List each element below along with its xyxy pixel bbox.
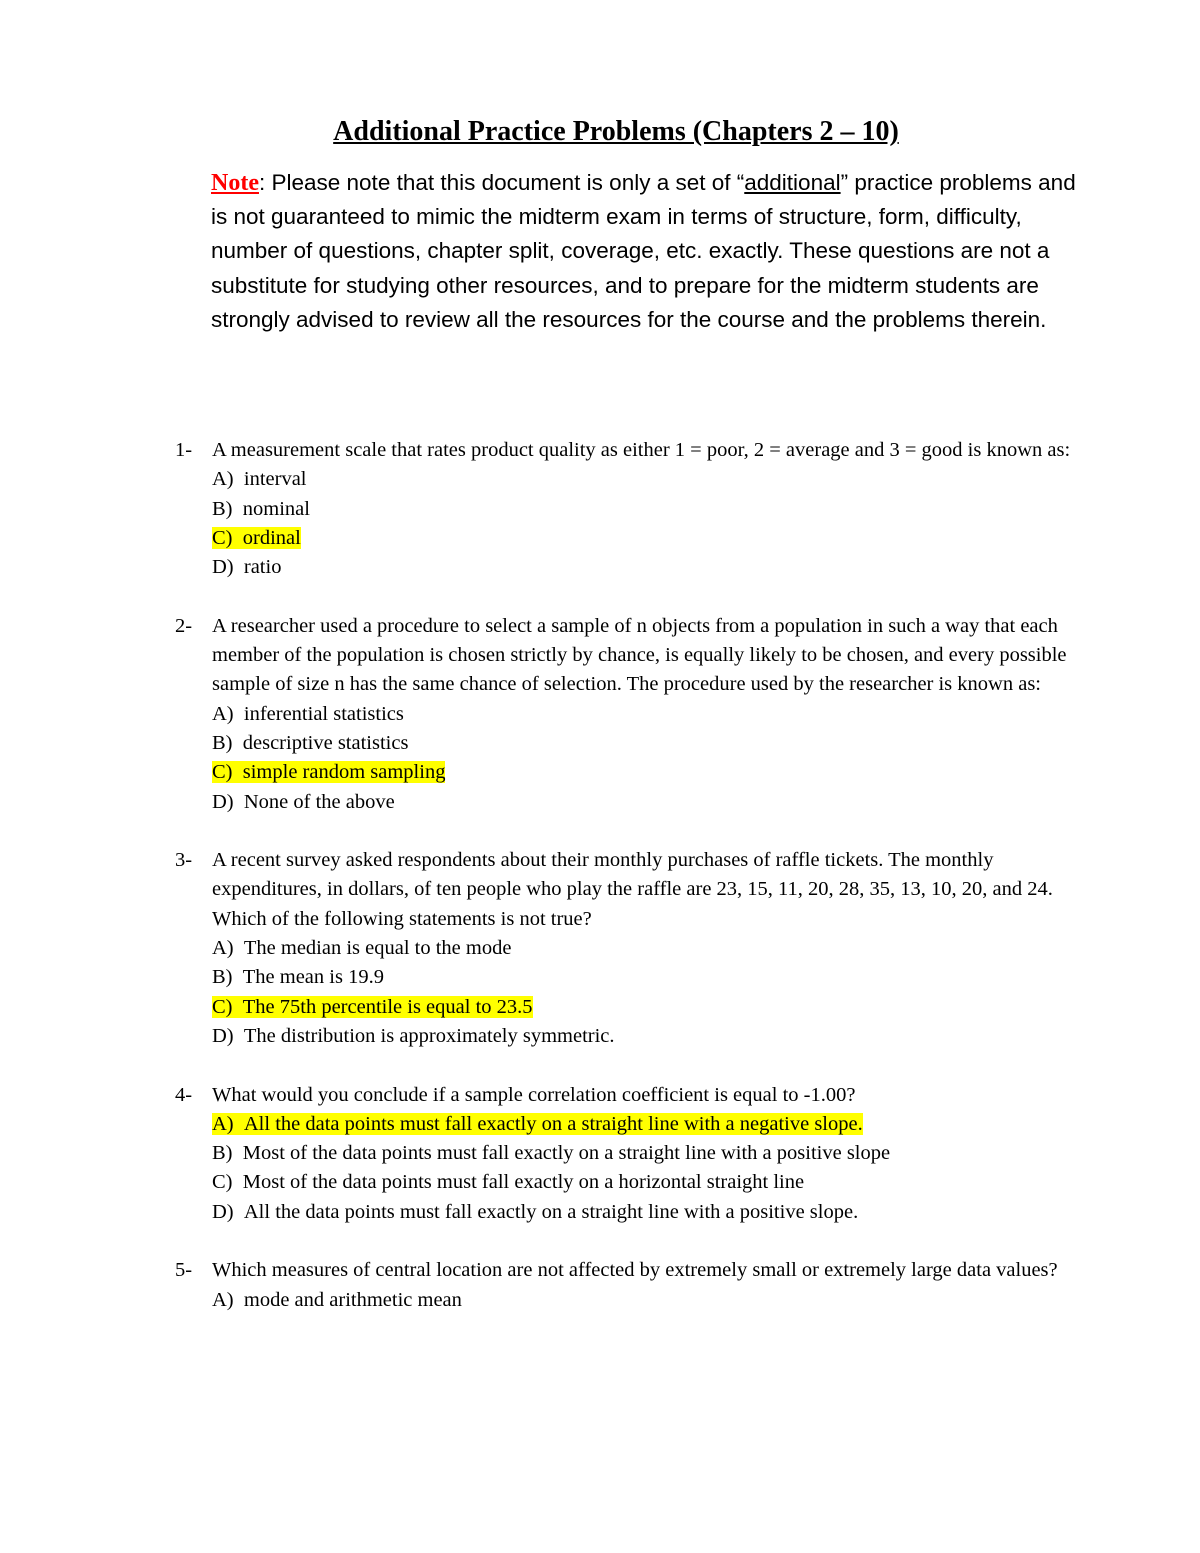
question-number: 5- bbox=[175, 1259, 193, 1282]
question-item bbox=[0, 846, 1200, 1051]
answer-choice-label: B) descriptive statistics bbox=[212, 731, 409, 754]
question-list bbox=[0, 436, 1200, 1344]
question-item bbox=[0, 1081, 1200, 1227]
question-text: A measurement scale that rates product quality as either 1 = poor, 2 = average and 3 = good is known as: bbox=[212, 439, 1071, 461]
question-text: A researcher used a procedure to select a sample of n objects from a population in such a way that each member of the population is chosen strictly by chance, is equally likely to be chosen, and every possible sample of size n has the same chance of selection. The procedure used by the researcher is known as: bbox=[212, 614, 1067, 696]
answer-choice bbox=[212, 495, 1072, 524]
page-title: Additional Practice Problems (Chapters 2 – 10) bbox=[333, 116, 899, 147]
answer-choice-label: B) The mean is 19.9 bbox=[212, 966, 384, 989]
answer-choice-correct bbox=[212, 524, 1072, 553]
answer-choice-label: A) The median is equal to the mode bbox=[212, 937, 512, 960]
answer-choice-label: C) The 75th percentile is equal to 23.5 bbox=[212, 995, 533, 1018]
question-number: 3- bbox=[175, 849, 193, 872]
answer-choice-label: C) Most of the data points must fall exactly on a horizontal straight line bbox=[212, 1171, 805, 1194]
note-emphasis: additional bbox=[744, 170, 841, 195]
answer-choice-label: D) The distribution is approximately symmetric. bbox=[212, 1024, 615, 1047]
answer-choice-correct bbox=[212, 1110, 1072, 1139]
answer-choice bbox=[212, 1198, 1072, 1227]
answer-choice bbox=[212, 934, 1072, 963]
note-label: Note bbox=[211, 170, 259, 196]
question-body bbox=[212, 436, 1072, 582]
answer-choice-label: B) Most of the data points must fall exactly on a straight line with a positive slope bbox=[212, 1142, 891, 1165]
answer-choice bbox=[212, 788, 1072, 817]
answer-choice bbox=[212, 729, 1072, 758]
question-item bbox=[0, 1256, 1200, 1315]
answer-choice-label: B) nominal bbox=[212, 497, 310, 520]
answer-choice bbox=[212, 553, 1072, 582]
answer-choice-label: C) ordinal bbox=[212, 526, 301, 549]
question-body bbox=[212, 846, 1072, 1051]
question-number: 2- bbox=[175, 614, 193, 637]
answer-choice bbox=[212, 700, 1072, 729]
question-number: 4- bbox=[175, 1083, 193, 1106]
answer-choice-correct bbox=[212, 758, 1072, 787]
answer-choice bbox=[212, 1139, 1072, 1168]
question-text: A recent survey asked respondents about their monthly purchases of raffle tickets. The monthly expenditures, in dollars, of ten people who play the raffle are 23, 15, 11, 20, 28, 35, 13, 10, 20, and 24. Which of the following statements is not true? bbox=[212, 849, 1053, 930]
question-body bbox=[212, 1081, 1072, 1227]
note-paragraph bbox=[211, 166, 1091, 337]
question-text: What would you conclude if a sample correlation coefficient is equal to -1.00? bbox=[212, 1083, 856, 1106]
question-body bbox=[212, 612, 1072, 817]
answer-choice-label: D) ratio bbox=[212, 556, 282, 579]
answer-choice bbox=[212, 1022, 1072, 1051]
answer-choice-label: C) simple random sampling bbox=[212, 761, 446, 784]
question-body bbox=[212, 1256, 1072, 1315]
answer-choice-label: A) interval bbox=[212, 468, 307, 491]
note-text-before: : Please note that this document is only a set of “ bbox=[258, 170, 745, 195]
answer-choice bbox=[212, 963, 1072, 992]
answer-choice-correct bbox=[212, 993, 1072, 1022]
answer-choice-label: A) mode and arithmetic mean bbox=[212, 1288, 462, 1311]
question-item bbox=[0, 612, 1200, 817]
question-number: 1- bbox=[175, 439, 193, 461]
question-item bbox=[0, 436, 1200, 582]
question-text: Which measures of central location are not affected by extremely small or extremely large data values? bbox=[212, 1259, 1058, 1282]
note-text-after: ” practice problems and is not guaranteed to mimic the midterm exam in terms of structure, form, difficulty, number of questions, chapter split, coverage, etc. exactly. These questions are not a substitute for studying other resources, and to prepare for the midterm students are strongly advised to review all the resources for the course and the problems therein. bbox=[211, 170, 1076, 332]
answer-choice-label: D) All the data points must fall exactly on a straight line with a positive slope. bbox=[212, 1200, 859, 1223]
answer-choice-label: A) All the data points must fall exactly on a straight line with a negative slope. bbox=[212, 1112, 863, 1135]
answer-choice bbox=[212, 465, 1072, 494]
answer-choice bbox=[212, 1168, 1072, 1197]
answer-choice bbox=[212, 1286, 1072, 1315]
answer-choice-label: D) None of the above bbox=[212, 790, 395, 813]
answer-choice-label: A) inferential statistics bbox=[212, 702, 404, 725]
